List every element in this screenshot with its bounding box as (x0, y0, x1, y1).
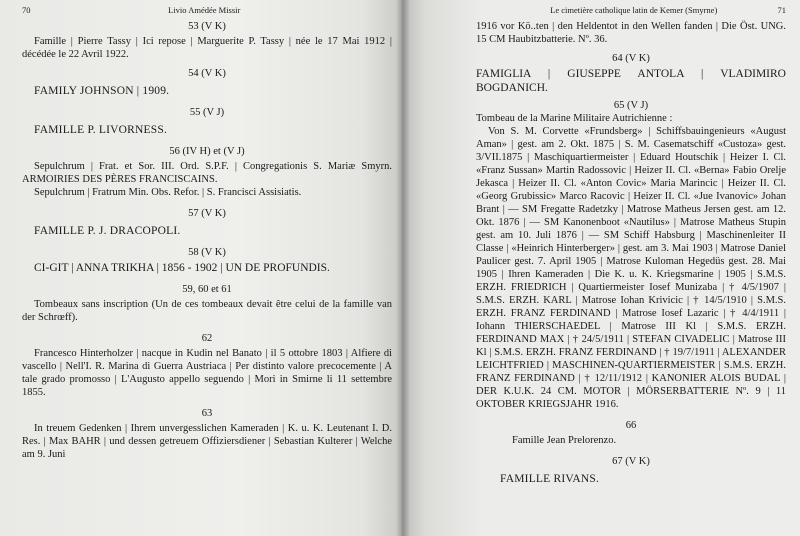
entry-number: 64 (V K) (612, 53, 650, 64)
left-running-head (22, 4, 392, 16)
entry-text: FAMILLE RIVANS. (500, 473, 600, 485)
entry-text: FAMIGLIA | GIUSEPPE ANTOLA | VLADIMIRO BOGDANICH. (476, 68, 786, 94)
entry-text: Tombeaux sans inscription (Un de ces tombeaux devait être celui de la famille van der Schrœff). (22, 299, 392, 323)
running-head-title: Le cimetière catholique latin de Kemer (Smyrne) (550, 5, 718, 15)
page-number-right: 71 (777, 5, 786, 15)
entry-number: 63 (201, 408, 213, 419)
entry-text: FAMILY JOHNSON | 1909. (34, 85, 170, 97)
page-number-left: 70 (22, 5, 31, 15)
entry-text: FAMILLE P. LIVORNESS. (34, 124, 168, 136)
entry-text: Famille | Pierre Tassy | Ici repose | Marguerite P. Tassy | née le 17 Mai 1912 | décédée le 22 Avril 1922. (22, 36, 392, 60)
entry-text: FAMILLE P. J. DRACOPOLI. (34, 225, 181, 237)
entry-text: In treuem Gedenken | Ihrem unvergesslichen Kameraden | K. u. K. Leutenant I. D. Res. | Max BAHR | und dessen getreuem Offiziersdiener | Sebastian Kulterer | Welche am 9. Juni (22, 423, 392, 460)
entry-text: Famille Jean Prelorenzo. (512, 435, 617, 446)
entry-number: 56 (IV H) et (V J) (169, 146, 245, 157)
entry-text: Sepulchrum | Frat. et Sor. III. Ord. S.P.F. | Congregationis S. Mariæ Smyrn. ARMOIRIES DES PÈRES FRANCISCAINS. (22, 161, 392, 185)
entry-number: 58 (V K) (188, 247, 226, 258)
entry-number: 54 (V K) (188, 68, 226, 79)
entry-number: 65 (V J) (613, 100, 649, 111)
entry-text: Von S. M. Corvette «Frundsberg» | Schiffsbauingenieurs «August Aman» | gest. am 2. Okt. 1875 | S. M. Casematschiff «Custoza» gest. 3/VII.1875 | Maschiquartiermeister | Eduard Houtschik | Heizer I. Cl. «Franz Sussan» Martin Radossovic | Heizer II. Cl. «Berna» Fabio Orelje Jekasca | Heizer II. Cl. «Anton Covic» Maria Marincic | Heizer II. Cl. «Georg Grubissic» Marco Racovic | Heizer II. Cl. «Jue Ivanovic» Johan Brant | — SM Fregatte Radetzky | Matrose Matheus Jersen gest. am 12. Okt. 1876 | — SM Kanonenboot «Nautilus» | Matrose Matheus Stupin gest. am 10. Juli 1876 | — SM Schiff Habsburg | Maschinenleiter II Classe | «Heinrich Hinterberger» | gest. am 3. Mai 1903 | Matrose Daniel Paulicer gest. 7. April 1905 | Matrose Kuloman Hegedüs gest. 28. Mai 1905 | Ihren Kameraden | Die K. u. K. Kriegsmarine | 1905 | S.M.S. ERZH. FRIEDRICH | Quartiermeister Iosef Munizaba | † 4/5/1907 | S.M.S. ERZH. KARL | Matrose Iohan Krivicic | † 14/5/1910 | S.M.S. ERZH. FRANZ FERDINAND | Matrose Iosef Lazaric | † 4/4/1911 | Iohann THIERSCHAEDEL | Matrose III Kl | S.M.S. ERZH. FERDINAND MAX | † 24/5/1911 | STEFAN CIVADELIC | Matrose III Kl | S.M.S. ERZH. FRANZ FERDINAND | † 19/7/1911 | ALEXANDER LEICHTFRIED | MASCHINEN-QUARTIERMEISTER | S.M.S. ERZH. FRANZ FERDINAND | † 12/11/1912 | KANONIER ALOIS BUDAL | DER K.U.K. 24 CM. MOTOR | MÖRSERBATTERIE Nº. 9 | 11 OKTOBER KRIEGSJAHR 1916. (476, 126, 786, 410)
entry-number: 59, 60 et 61 (182, 284, 232, 295)
running-head-author: Livio Amédée Missir (168, 5, 241, 15)
entry-number: 55 (V J) (189, 107, 225, 118)
entry-intro: Tombeau de la Marine Militaire Autrichienne : (476, 113, 673, 124)
entry-text: CI-GIT | ANNA TRIKHA | 1856 - 1902 | UN DE PROFUNDIS. (34, 262, 330, 274)
book-gutter (396, 0, 410, 536)
entry-number: 62 (201, 333, 213, 344)
entry-number: 67 (V K) (612, 456, 650, 467)
entry-number: 66 (625, 420, 637, 431)
entry-text-continued: Sepulchrum | Fratrum Min. Obs. Refor. | S. Francisci Assisiatis. (34, 187, 302, 198)
entry-number: 57 (V K) (188, 208, 226, 219)
entry-text: Francesco Hinterholzer | nacque in Kudin nel Banato | il 5 ottobre 1803 | Alfiere di vascello | Nell'I. R. Marina di Guerra Austriaca | Per distinto valore precocemente | A tale grado promosso | L'Augusto appello seguendo | Mori in Smirne li 11 settembre 1855. (22, 348, 392, 398)
continuation-text: 1916 vor Kö..ten | den Heldentot in den Wellen fanden | Die Öst. UNG. 15 CM Haubitzbatterie. Nº. 36. (476, 21, 786, 45)
entry-number: 53 (V K) (188, 21, 226, 32)
right-page (402, 0, 800, 536)
right-running-head (476, 4, 786, 16)
